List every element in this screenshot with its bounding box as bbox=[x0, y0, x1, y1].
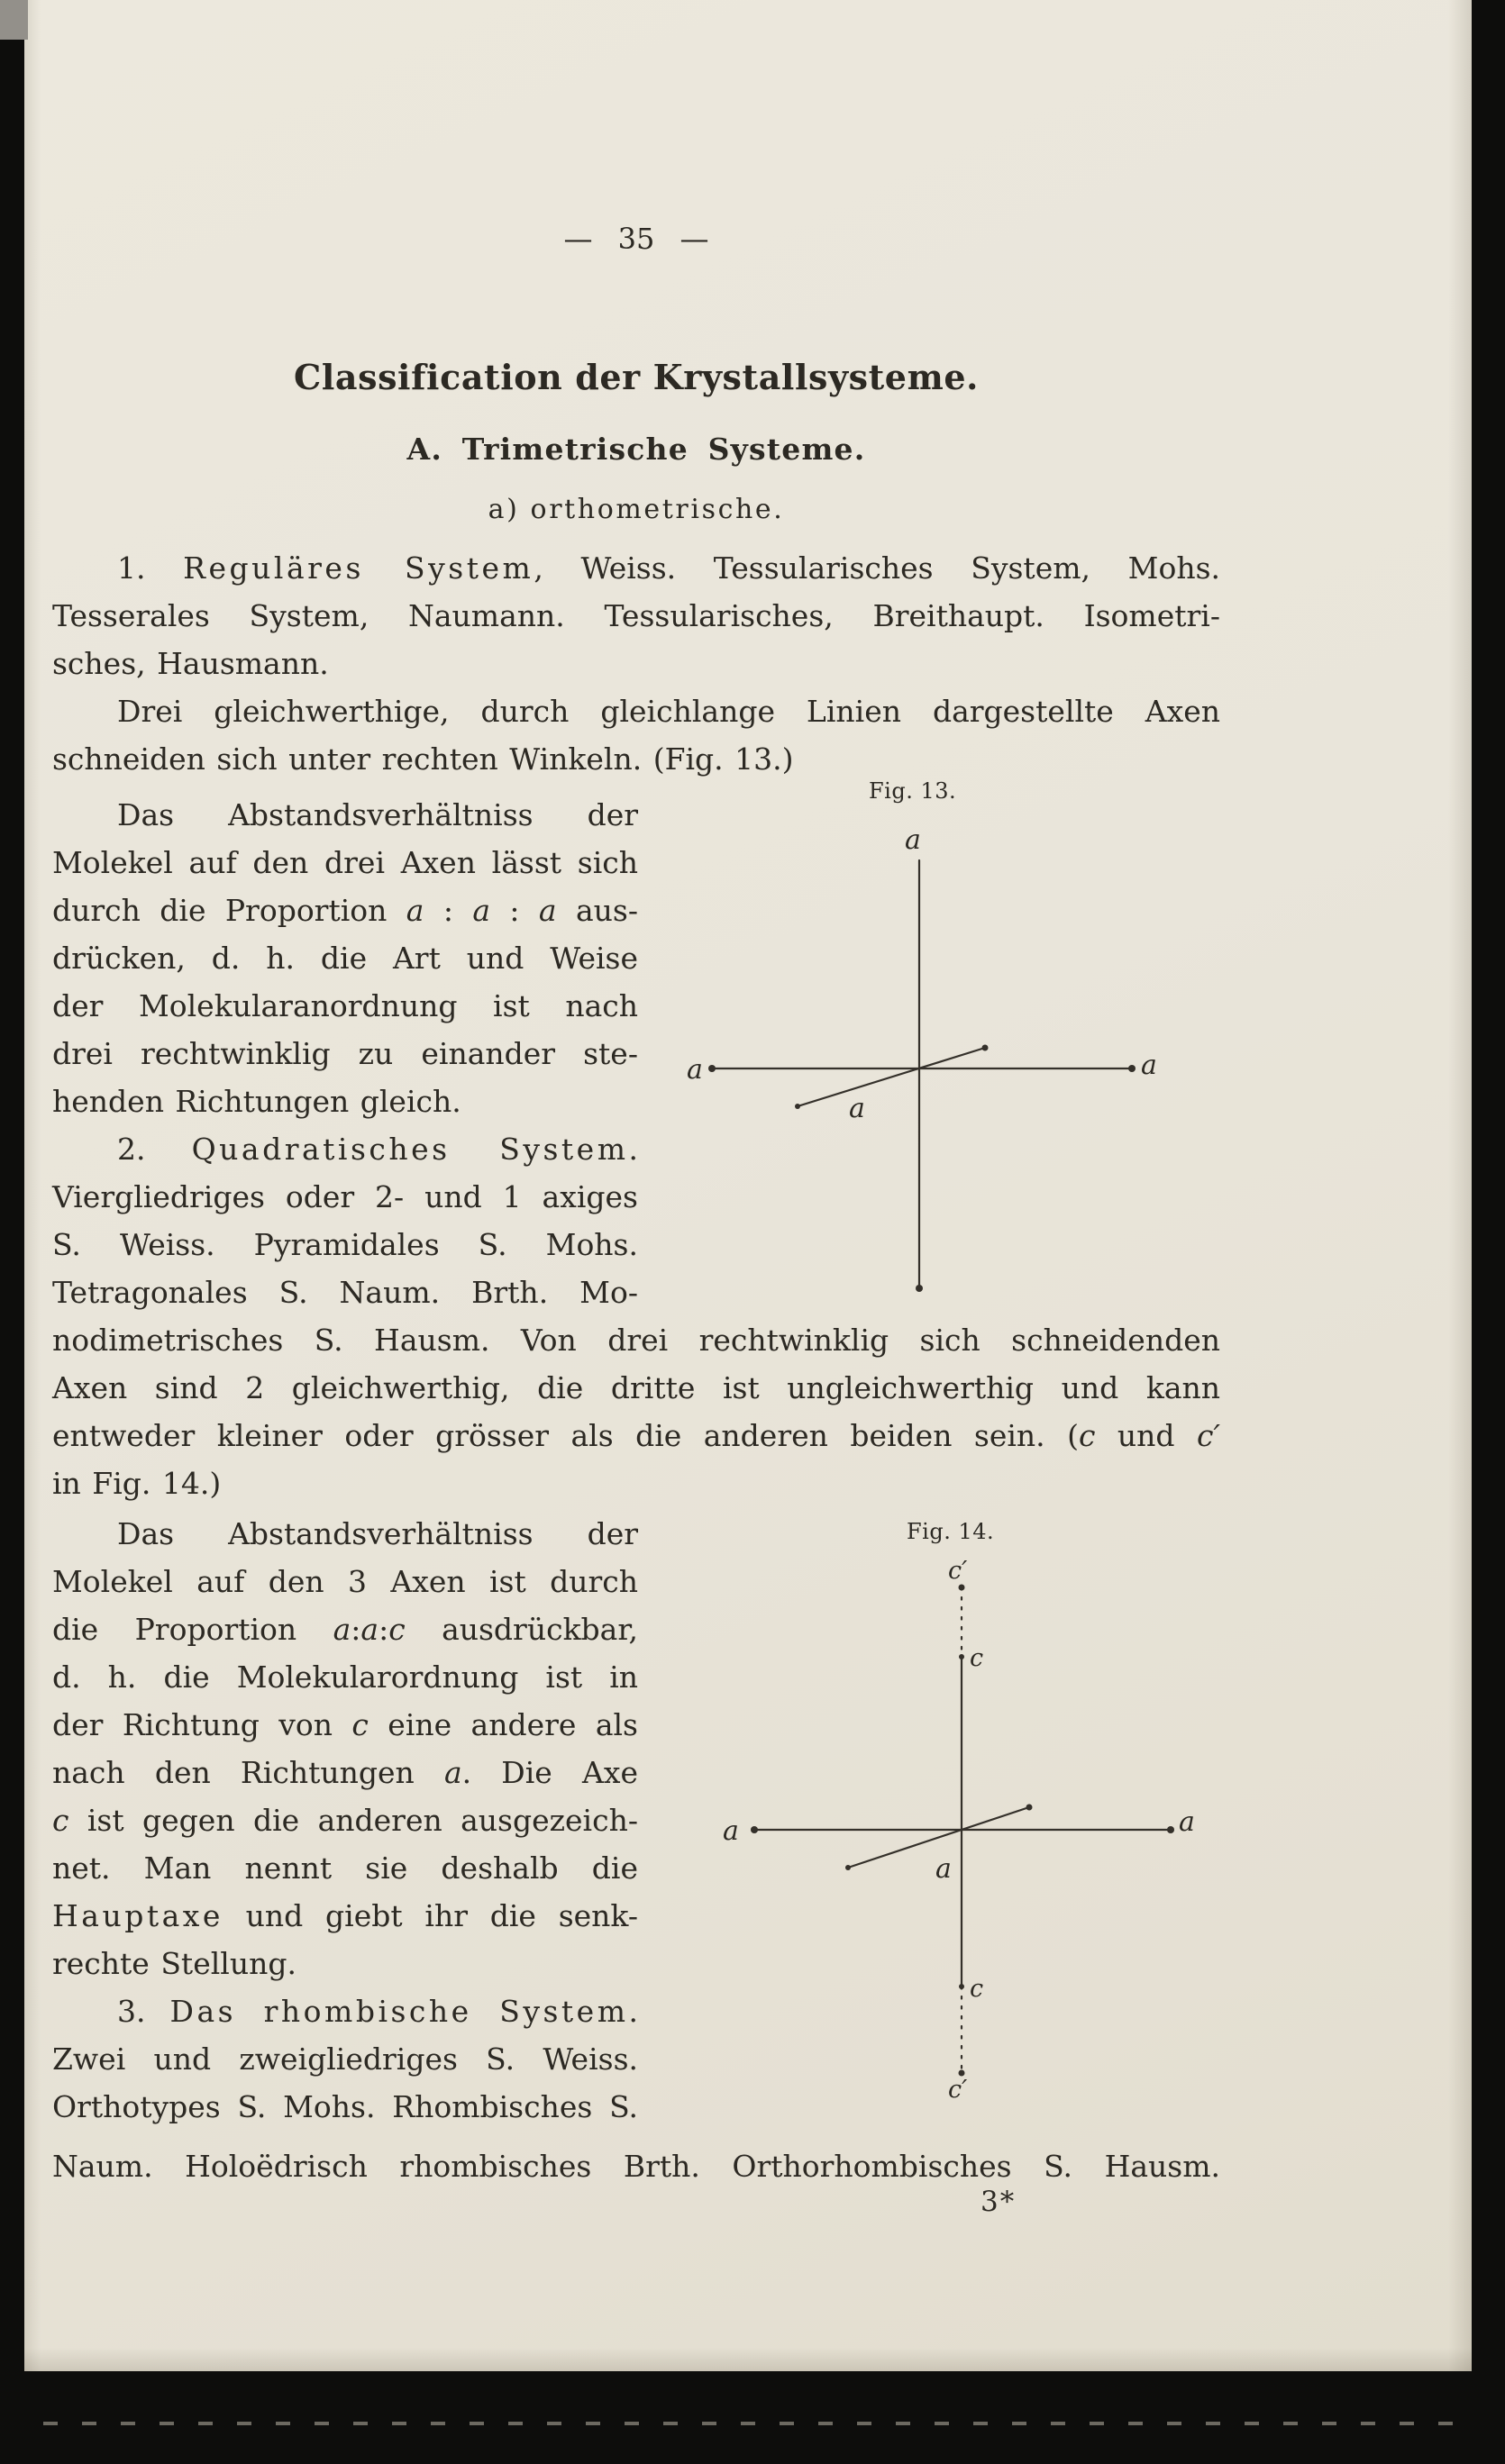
text-segment: Quadratisches System bbox=[191, 1132, 629, 1167]
text-segment: S. Weiss. Pyramidales S. Mohs. bbox=[52, 1227, 638, 1262]
text-line bbox=[52, 1558, 638, 1605]
text-line bbox=[52, 791, 638, 839]
fig14-axis-label-right: a bbox=[1179, 1806, 1195, 1838]
text-line bbox=[52, 1796, 638, 1844]
text-line bbox=[52, 2142, 1220, 2190]
text-line bbox=[52, 1412, 1220, 1459]
paragraph-quadratisch-continued bbox=[52, 1316, 1220, 1507]
text-segment: . bbox=[628, 1994, 638, 2029]
text-segment: nach den Richtungen bbox=[52, 1755, 444, 1790]
text-segment: 2. bbox=[117, 1132, 192, 1167]
text-segment: Zwei und zweigliedriges S. Weiss. bbox=[52, 2041, 638, 2077]
text-segment: der Richtung von bbox=[52, 1707, 352, 1742]
text-line bbox=[52, 1364, 1220, 1412]
text-segment: Tetragonales S. Naum. Brth. Mo- bbox=[52, 1275, 638, 1310]
fig14-dot-oblique-left bbox=[845, 1865, 851, 1870]
text-line bbox=[52, 1653, 638, 1701]
text-segment: . Die Axe bbox=[461, 1755, 638, 1790]
text-segment: Molekel auf den drei Axen lässt sich bbox=[52, 845, 638, 880]
fig13-endpoint-dot-bottom bbox=[916, 1285, 923, 1292]
paragraph-rhombisch-continued bbox=[52, 2142, 1220, 2190]
page-number: — 35 — bbox=[563, 222, 709, 256]
text-line bbox=[52, 1077, 638, 1125]
text-segment: d. h. die Molekularordnung ist in bbox=[52, 1659, 638, 1695]
text-line bbox=[52, 1749, 638, 1796]
text-segment: . bbox=[628, 1132, 638, 1167]
fig14-dot-top bbox=[959, 1585, 965, 1591]
text-segment: und giebt ihr die senk- bbox=[223, 1898, 638, 1933]
text-segment: henden Richtungen gleich. bbox=[52, 1084, 461, 1119]
text-segment: ist gegen die anderen ausgezeich- bbox=[68, 1803, 638, 1838]
text-line bbox=[52, 1940, 638, 1987]
text-segment: nodimetrisches S. Hausm. Von drei rechtwinklig sich schneidenden bbox=[52, 1323, 1220, 1358]
text-segment: : bbox=[379, 1612, 389, 1647]
scan-corner-artifact bbox=[0, 0, 28, 40]
text-segment: 1. bbox=[117, 550, 184, 586]
text-segment: Drei gleichwerthige, durch gleichlange Linien dargestellte Axen bbox=[117, 694, 1220, 729]
text-segment: die Proportion bbox=[52, 1612, 333, 1647]
fig13-oblique-axis bbox=[798, 1048, 985, 1106]
fig13-endpoint-dot-oblique-left bbox=[795, 1104, 800, 1109]
subsection-heading: a) orthometrische. bbox=[488, 494, 785, 525]
text-line bbox=[52, 982, 638, 1030]
text-segment: a bbox=[360, 1612, 379, 1647]
figure14-axes-diagram bbox=[721, 1551, 1244, 2137]
text-segment: Axen sind 2 gleichwerthig, die dritte ist ungleichwerthig und kann bbox=[52, 1370, 1220, 1405]
text-segment: drücken, d. h. die Art und Weise bbox=[52, 941, 638, 976]
text-segment: eine andere als bbox=[368, 1707, 638, 1742]
text-line bbox=[52, 1125, 638, 1173]
text-segment: c bbox=[52, 1803, 69, 1838]
text-line bbox=[52, 1316, 1220, 1364]
text-segment: a bbox=[472, 893, 491, 928]
text-line bbox=[52, 1173, 638, 1221]
fig14-axis-label-top: c′ bbox=[948, 1557, 968, 1585]
text-segment: , Weiss. Tessularisches System, Mohs. bbox=[534, 550, 1220, 586]
text-line bbox=[52, 839, 638, 886]
text-segment: Orthotypes S. Mohs. Rhombisches S. bbox=[52, 2089, 638, 2124]
text-segment: Das Abstandsverhältniss der bbox=[117, 797, 638, 832]
fig13-endpoint-dot-left bbox=[708, 1065, 716, 1072]
text-segment: a bbox=[538, 893, 557, 928]
fig13-endpoint-dot-right bbox=[1128, 1065, 1136, 1072]
text-segment: drei rechtwinklig zu einander ste- bbox=[52, 1036, 638, 1071]
text-line bbox=[52, 1221, 638, 1268]
text-line bbox=[52, 544, 1220, 592]
text-line bbox=[52, 1701, 638, 1749]
text-segment: c′ bbox=[1197, 1418, 1220, 1453]
text-segment: a bbox=[406, 893, 424, 928]
figure13-caption: Fig. 13. bbox=[869, 778, 957, 804]
fig14-axis-label-bottom: c′ bbox=[948, 2076, 968, 2104]
figure13-axes-diagram bbox=[685, 807, 1208, 1321]
fig14-dot-oblique-right bbox=[1026, 1805, 1033, 1811]
text-segment: ausdrückbar, bbox=[405, 1612, 638, 1647]
text-segment: Das Abstandsverhältniss der bbox=[117, 1516, 638, 1551]
text-segment: in Fig. 14.) bbox=[52, 1466, 222, 1501]
fig14-axis-label-oblique: a bbox=[935, 1853, 952, 1885]
paper-edge-shadow-bottom bbox=[0, 2348, 1505, 2371]
text-line bbox=[52, 934, 638, 982]
text-line bbox=[52, 1268, 638, 1316]
text-segment: : bbox=[351, 1612, 361, 1647]
text-segment: Naum. Holoëdrisch rhombisches Brth. Orthorhombisches S. Hausm. bbox=[52, 2149, 1220, 2184]
text-segment: c bbox=[388, 1612, 406, 1647]
section-heading: A. Trimetrische Systeme. bbox=[406, 432, 866, 467]
fig14-dot-right bbox=[1167, 1826, 1174, 1833]
text-segment: Viergliedriges oder 2- und 1 axiges bbox=[52, 1179, 638, 1214]
text-segment: Tesserales System, Naumann. Tessularisches, Breithaupt. Isometri- bbox=[52, 598, 1220, 633]
text-line bbox=[52, 1510, 638, 1558]
paper-edge-shadow-left bbox=[24, 0, 41, 2464]
text-segment: rechte Stellung. bbox=[52, 1946, 296, 1981]
text-segment: durch die Proportion bbox=[52, 893, 406, 928]
text-segment: : bbox=[490, 893, 539, 928]
text-line bbox=[52, 1987, 638, 2035]
scan-border-right bbox=[1472, 0, 1505, 2464]
text-segment: a bbox=[443, 1755, 462, 1790]
text-segment: Das rhombische System bbox=[169, 1994, 629, 2029]
scan-border-bottom bbox=[0, 2371, 1505, 2464]
text-line bbox=[52, 1605, 638, 1653]
fig14-dot-upper-c bbox=[959, 1654, 964, 1659]
fig13-endpoint-dot-oblique-right bbox=[982, 1045, 989, 1051]
text-segment: entweder kleiner oder grösser als die anderen beiden sein. ( bbox=[52, 1418, 1079, 1453]
fig13-axis-label-top: a bbox=[905, 824, 921, 856]
text-line bbox=[52, 735, 1220, 783]
figure14-caption: Fig. 14. bbox=[907, 1519, 995, 1544]
fig13-axis-label-right: a bbox=[1141, 1050, 1157, 1081]
text-segment: net. Man nennt sie deshalb die bbox=[52, 1850, 638, 1886]
fig13-axis-label-oblique: a bbox=[849, 1093, 865, 1124]
signature-mark: 3* bbox=[981, 2186, 1017, 2218]
text-segment: a bbox=[333, 1612, 351, 1647]
text-segment: aus- bbox=[556, 893, 638, 928]
text-segment: c bbox=[351, 1707, 369, 1742]
fig14-axis-label-upper: c bbox=[970, 1644, 984, 1672]
text-segment: schneiden sich unter rechten Winkeln. (Fig. 13.) bbox=[52, 741, 794, 777]
text-line bbox=[52, 592, 1220, 640]
page-edge-dashes bbox=[43, 2422, 1462, 2425]
fig14-axis-label-left: a bbox=[723, 1815, 739, 1847]
text-segment: c bbox=[1078, 1418, 1096, 1453]
text-segment: und bbox=[1095, 1418, 1197, 1453]
scan-border-left bbox=[0, 0, 24, 2464]
text-line bbox=[52, 640, 1220, 687]
chapter-title: Classification der Krystallsysteme. bbox=[293, 357, 980, 397]
text-line bbox=[52, 1844, 638, 1892]
text-line bbox=[52, 886, 638, 934]
fig14-axis-label-lower: c bbox=[970, 1975, 984, 2003]
text-segment: sches, Hausmann. bbox=[52, 646, 329, 681]
text-segment: der Molekularanordnung ist nach bbox=[52, 988, 638, 1023]
fig13-axis-label-left: a bbox=[687, 1054, 703, 1086]
text-line bbox=[52, 2083, 638, 2131]
fig14-dot-left bbox=[751, 1826, 758, 1833]
paragraph-regulares-system bbox=[52, 544, 1220, 687]
text-segment: 3. bbox=[117, 1994, 170, 2029]
text-line bbox=[52, 1459, 1220, 1507]
paragraph-drei-axen bbox=[52, 687, 1220, 783]
column-text-beside-fig13 bbox=[52, 791, 638, 1316]
column-text-beside-fig14 bbox=[52, 1510, 638, 2131]
text-line bbox=[52, 687, 1220, 735]
text-segment: : bbox=[424, 893, 473, 928]
text-line bbox=[52, 1892, 638, 1940]
text-segment: Reguläres System bbox=[183, 550, 534, 586]
text-line bbox=[52, 1030, 638, 1077]
text-segment: Hauptaxe bbox=[52, 1898, 223, 1933]
paper-edge-shadow-right bbox=[1448, 0, 1472, 2464]
fig14-dot-lower-c bbox=[959, 1984, 964, 1989]
text-segment: Molekel auf den 3 Axen ist durch bbox=[52, 1564, 638, 1599]
text-line bbox=[52, 2035, 638, 2083]
